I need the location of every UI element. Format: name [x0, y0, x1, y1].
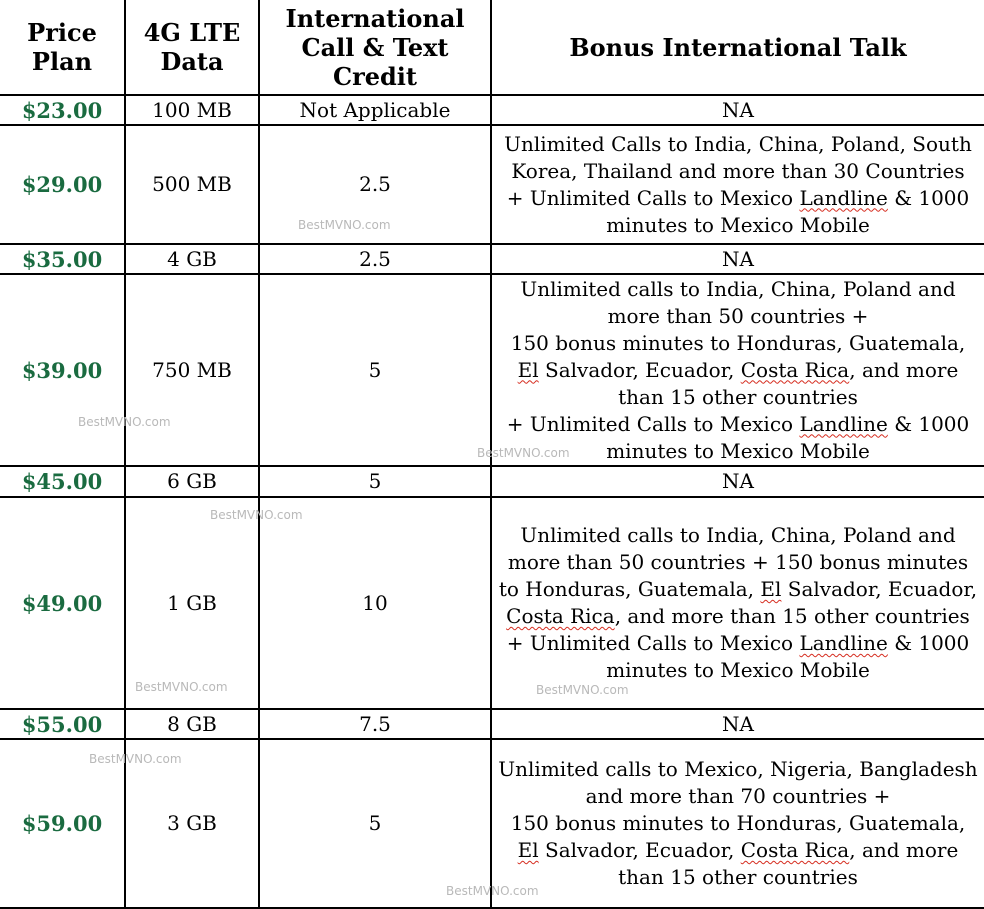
price-cell: $59.00: [0, 739, 125, 908]
spellcheck-underline: Landline: [799, 631, 888, 655]
credit-cell: 7.5: [259, 709, 491, 739]
table-row: [0, 709, 984, 739]
watermark-text: BestMVNO.com: [89, 752, 182, 766]
table-row: [0, 466, 984, 497]
header-price-plan: Price Plan: [0, 0, 125, 95]
data-cell: 1 GB: [125, 497, 259, 709]
data-cell: 750 MB: [125, 274, 259, 466]
bonus-line: Unlimited calls to India, China, Poland and more than 50 countries +: [520, 276, 956, 328]
table-row: [0, 497, 984, 709]
table-row: [0, 739, 984, 908]
credit-cell: 10: [259, 497, 491, 709]
watermark-text: BestMVNO.com: [446, 884, 539, 898]
bonus-talk-cell: [491, 274, 984, 466]
bonus-line: Unlimited calls to India, China, Poland and more than 50 countries + 150 bonus minutes to Honduras, Guatemala, El Salvador, Ecuador, Costa Rica, and more than 15 other countries + Unlimited Calls to Mexico Landline & 1000 minutes to Mexico Mobile: [498, 523, 978, 682]
watermark-text: BestMVNO.com: [78, 415, 171, 429]
watermark-text: BestMVNO.com: [210, 508, 303, 522]
credit-cell: 2.5: [259, 244, 491, 274]
bonus-line: 150 bonus minutes to Honduras, Guatemala, El Salvador, Ecuador, Costa Rica, and more than 15 other countries: [510, 811, 966, 889]
spellcheck-underline: Costa Rica: [740, 357, 850, 382]
data-cell: 100 MB: [125, 95, 259, 125]
bonus-line: NA: [722, 469, 754, 493]
spellcheck-underline: El: [517, 357, 539, 382]
bonus-talk-cell: [491, 497, 984, 709]
bonus-talk-cell: [491, 244, 984, 274]
credit-cell: 2.5: [259, 125, 491, 244]
watermark-text: BestMVNO.com: [477, 446, 570, 460]
bonus-line: Unlimited calls to Mexico, Nigeria, Bangladesh and more than 70 countries +: [498, 757, 978, 808]
bonus-line: 150 bonus minutes to Honduras, Guatemala, El Salvador, Ecuador, Costa Rica, and more than 15 other countries: [510, 330, 966, 409]
bonus-line: + Unlimited Calls to Mexico Landline & 1000 minutes to Mexico Mobile: [506, 411, 970, 463]
table-body: [0, 95, 984, 908]
bonus-line: NA: [722, 246, 754, 271]
header-call-text-credit: International Call & Text Credit: [259, 0, 491, 95]
header-lte-data: 4G LTE Data: [125, 0, 259, 95]
bonus-talk-cell: [491, 466, 984, 497]
watermark-text: BestMVNO.com: [135, 680, 228, 694]
spellcheck-underline: Landline: [799, 185, 888, 210]
bonus-talk-cell: [491, 95, 984, 125]
bonus-talk-cell: [491, 709, 984, 739]
price-cell: $49.00: [0, 497, 125, 709]
spellcheck-underline: El: [760, 577, 782, 601]
spellcheck-underline: Costa Rica: [740, 838, 850, 862]
watermark-text: BestMVNO.com: [536, 683, 629, 697]
credit-cell: Not Applicable: [259, 95, 491, 125]
table-row: [0, 244, 984, 274]
data-cell: 4 GB: [125, 244, 259, 274]
table-row: [0, 125, 984, 244]
data-cell: 6 GB: [125, 466, 259, 497]
header-row: [0, 0, 984, 95]
bonus-line: NA: [722, 711, 754, 736]
watermark-text: BestMVNO.com: [298, 218, 391, 232]
bonus-line: + Unlimited Calls to Mexico Landline & 1000 minutes to Mexico Mobile: [506, 185, 970, 237]
bonus-line: NA: [722, 97, 754, 122]
data-cell: 8 GB: [125, 709, 259, 739]
price-cell: $39.00: [0, 274, 125, 466]
bonus-line: Unlimited Calls to India, China, Poland, South Korea, Thailand and more than 30 Countries: [504, 131, 972, 183]
bonus-talk-cell: [491, 125, 984, 244]
header-bonus-talk: Bonus International Talk: [491, 0, 984, 95]
price-cell: $29.00: [0, 125, 125, 244]
table-row: [0, 95, 984, 125]
spellcheck-underline: Landline: [799, 411, 888, 436]
credit-cell: 5: [259, 739, 491, 908]
price-cell: $45.00: [0, 466, 125, 497]
credit-cell: 5: [259, 466, 491, 497]
spellcheck-underline: El: [517, 838, 539, 862]
table-row: [0, 274, 984, 466]
price-cell: $35.00: [0, 244, 125, 274]
data-cell: 500 MB: [125, 125, 259, 244]
credit-cell: 5: [259, 274, 491, 466]
price-cell: $23.00: [0, 95, 125, 125]
price-cell: $55.00: [0, 709, 125, 739]
data-cell: 3 GB: [125, 739, 259, 908]
bonus-talk-cell: [491, 739, 984, 908]
spellcheck-underline: Costa Rica: [506, 604, 615, 628]
